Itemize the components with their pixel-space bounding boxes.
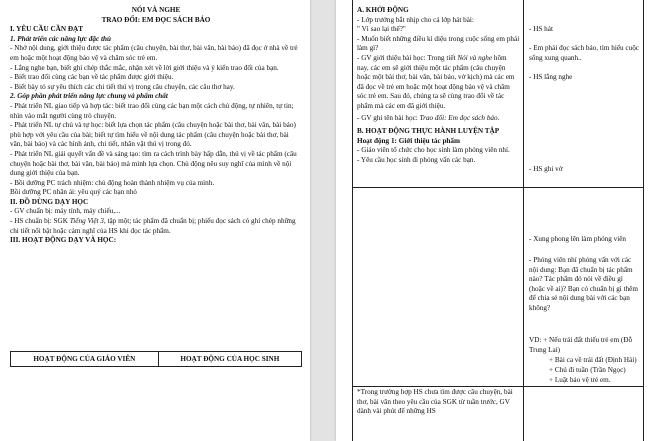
teacher-step [357,114,520,124]
column-divider [523,0,524,441]
student-response: - HS lắng nghe [529,73,573,81]
document-page-right [336,0,650,441]
paragraph: - Nhớ nội dung, giới thiệu được tác phẩm (câu chuyện, bài thơ, bài văn, bài báo) đã đọc ở nhà về trẻ em hoặc một hoạt động bảo vệ và chăm sóc trẻ em. [10,44,298,62]
activity-table-header [10,351,302,367]
paragraph: Bồi dưỡng PC nhân ái: yêu quý các bạn nhỏ [10,188,137,197]
teacher-step: - Lớp trưởng bắt nhịp cho cả lớp hát bài: [357,15,474,24]
section-heading-1: I. YÊU CẦU CẦN ĐẠT [10,25,84,34]
paragraph: - GV chuẩn bị: máy tính, máy chiếu,... [10,207,121,216]
teacher-step [357,54,520,112]
lesson-title: NÓI VÀ NGHE [131,6,181,14]
section-heading-3: III. HOẠT ĐỘNG DẠY VÀ HỌC: [10,236,117,245]
student-column-header: HOẠT ĐỘNG CỦA HỌC SINH [158,352,301,367]
text-run: hôm nay, các em sẽ giới thiệu một tác phẩm (câu chuyện hoặc một bài thơ, bài văn, bài báo, vở kịch) mà các em đã đọc về trẻ em hoặc một hoạt động bảo vệ và chăm sóc trẻ em. Sau đó, chúng ta sẽ cùng trao đổi về tác phẩm mà các em đã giới thiệu. [357,53,515,110]
example-item: + Bài ca về trái đất (Định Hải) [549,356,637,364]
teacher-step: - Yêu cầu học sinh đi phỏng vấn các bạn. [357,155,476,164]
paragraph: - Phát triển NL tự chủ và tự học: biết lựa chọn tác phẩm (câu chuyện hoặc bài thơ, bài văn, bài báo) phù hợp với yêu cầu của bài; biết tự tìm hiểu về nội dung tác phẩm (câu chuyện hoặc bài thơ, bài văn, bài báo) và các hình ảnh, chi tiết, nhân vật thú vị trong đó. [10,121,296,149]
book-title: Tiếng Việt 3 [69,217,104,226]
activity-1-heading: Hoạt động 1: Giới thiệu tác phẩm [357,136,461,145]
student-response: - Phóng viên nhí phỏng vấn với các nội dung: Bạn đã chuẩn bị tác phẩm nào? Tác phẩm đó nói về điều gì (hoặc về ai)? Bạn có chuẩn bị gì thêm để chia sẻ nội dung bài với các bạn không? [529,256,638,312]
paragraph: - Bồi dưỡng PC trách nhiệm: chủ động hoàn thành nhiệm vụ của mình. [10,178,215,187]
page-left-content [10,6,302,246]
student-response: - HS hát [529,25,553,33]
paragraph: - Phát triển NL giải quyết vấn đề và sáng tạo: tìm ra cách trình bày hấp dẫn, thú vị về tác phẩm (câu chuyện hoặc bài thơ, bài văn, bài báo) mà mình lựa chọn. Chủ động nêu suy nghĩ của mình về nội dung giới thiệu của bạn. [10,149,297,178]
teacher-activities [357,6,520,166]
paragraph: - Biết trao đổi cùng các bạn về tác phẩm được giới thiệu. [10,73,174,82]
italic-run: Nói và nghe [457,53,493,62]
teacher-column-header: HOẠT ĐỘNG CỦA GIÁO VIÊN [11,352,159,367]
section-a-heading: A. KHỞI ĐỘNG [357,6,409,14]
activity-table [352,0,644,441]
example-item: + Luật bảo vệ trẻ em. [549,376,611,384]
row-divider [353,187,643,188]
lesson-subtitle: TRAO ĐỔI: EM ĐỌC SÁCH BÁO [101,15,211,24]
paragraph: - Biết bày tỏ sự yêu thích các chi tiết thú vị trong câu chuyện, các câu thơ hay. [10,82,235,91]
student-response: - HS ghi vở [529,165,563,173]
document-page-left [0,0,310,441]
subheading-1: 1. Phát triển các năng lực đặc thù [10,34,111,43]
paragraph [10,217,302,236]
text-run: - GV ghi tên bài học: [357,113,420,122]
teacher-step: - Giáo viên tổ chức cho học sinh làm phóng viên nhí. [357,146,510,155]
teacher-note: *Trong trường hợp HS chưa tìm được câu chuyện, bài thơ, bài văn theo yêu cầu của SGK từ tuần trước, GV dành vài phút để những HS [357,388,513,416]
student-response: - Xung phong lên làm phóng viên [529,235,627,243]
teacher-step: - Muốn biết những điều kì diệu trong cuộc sống em phải làm gì? [357,34,520,53]
paragraph: - Phát triển NL giao tiếp và hợp tác: biết trao đổi cùng các bạn một cách chủ động, tự nhiên, tự tin; nhìn vào mắt người cùng trò chuyện. [10,101,294,120]
text-run: - HS chuẩn bị: SGK [10,217,70,226]
row-divider [353,386,643,387]
text-run: , tập một; tác phẩm đã chuẩn bị; phiếu đọc sách có ghi chép những chi tiết nổi bật hoặc cảm nghĩ của HS khi đọc tác phẩm. [10,217,296,235]
section-heading-2: II. ĐỒ DÙNG DẠY HỌC [10,197,89,206]
italic-run: Trao đổi: Em đọc sách báo. [419,113,500,122]
paragraph: - Lắng nghe bạn, biết ghi chép thắc mắc, nhận xét về lời giới thiệu và ý kiến trao đổi của bạn. [10,63,279,72]
example-item: VD: + Nếu trái đất thiếu trẻ em (Đỗ Trung Lai) [529,336,633,354]
song-title: " Vì sao lại thế?" [357,25,406,34]
section-b-heading: B. HOẠT ĐỘNG THỰC HÀNH LUYỆN TẬP [357,127,500,136]
student-response: - Em phải đọc sách báo, tìm hiểu cuộc sống xung quanh.. [529,44,639,62]
subheading-2: 2. Góp phần phát triển năng lực chung và phẩm chất [10,92,168,101]
example-item: + Chú đi tuần (Trần Ngọc) [549,366,626,374]
text-run: - GV giới thiệu bài học: Trong tiết [357,53,458,62]
